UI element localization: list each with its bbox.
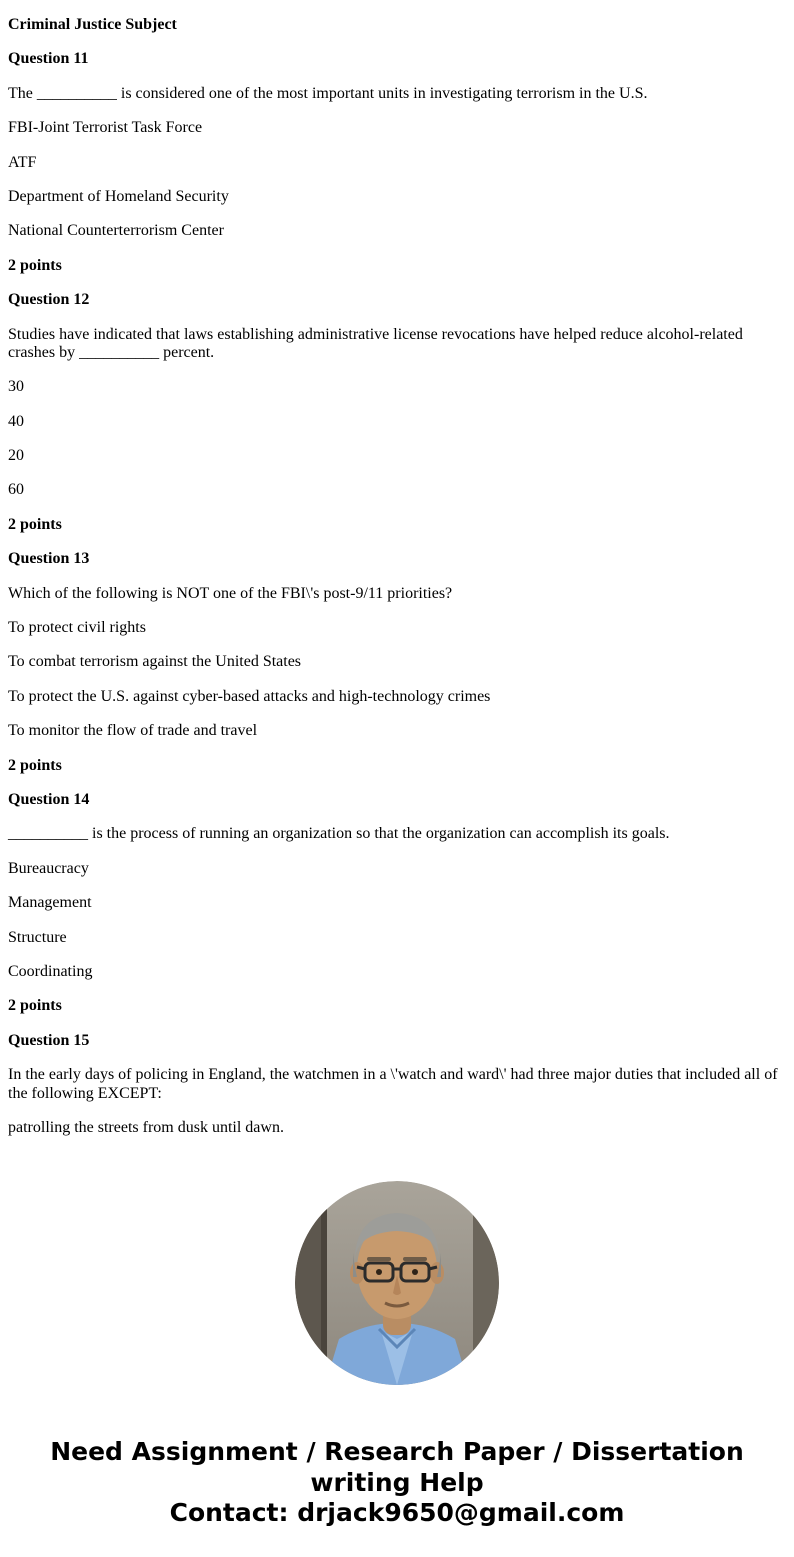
question-text: In the early days of policing in England, the watchmen in a \'watch and ward\' had three major duties that included all of the following EXCEPT: (8, 1066, 778, 1102)
promo-help-text: Need Assignment / Research Paper / Dissertation writing Help (50, 1437, 744, 1497)
answer-option: FBI-Joint Terrorist Task Force (8, 119, 203, 137)
answer-option: Coordinating (8, 962, 93, 980)
answer-option: Structure (8, 928, 67, 946)
question-block-13 (8, 550, 784, 775)
question-title: Question 12 (8, 291, 90, 309)
answer-option: 30 (8, 378, 24, 396)
document-body (0, 16, 794, 1137)
question-block-14 (8, 791, 784, 1016)
question-title: Question 15 (8, 1031, 90, 1049)
question-title: Question 14 (8, 790, 90, 808)
points-label: 2 points (8, 515, 62, 533)
promo-contact-text: Contact: drjack9650@gmail.com (169, 1498, 625, 1528)
question-block-15 (8, 1032, 784, 1138)
question-text: __________ is the process of running an organization so that the organization can accomplish its goals. (8, 825, 670, 843)
points-label: 2 points (8, 997, 62, 1015)
answer-option: Management (8, 894, 92, 912)
instructor-photo-graphic (295, 1181, 499, 1385)
answer-option: 20 (8, 447, 24, 465)
question-block-11 (8, 50, 784, 275)
answer-option: To combat terrorism against the United States (8, 653, 302, 671)
answer-option: Bureaucracy (8, 859, 89, 877)
points-label: 2 points (8, 756, 62, 774)
question-block-12 (8, 291, 784, 534)
answer-option: To monitor the flow of trade and travel (8, 722, 258, 740)
question-text: Studies have indicated that laws establishing administrative license revocations have helped reduce alcohol-related crashes by __________ percent. (8, 325, 743, 361)
answer-option: To protect civil rights (8, 619, 146, 637)
question-title: Question 13 (8, 550, 90, 568)
question-text: Which of the following is NOT one of the FBI\'s post-9/11 priorities? (8, 584, 453, 602)
question-text: The __________ is considered one of the most important units in investigating terrorism in the U.S. (8, 84, 648, 102)
answer-option: National Counterterrorism Center (8, 222, 224, 240)
answer-option: ATF (8, 153, 37, 171)
answer-option: 40 (8, 412, 24, 430)
points-label: 2 points (8, 256, 62, 274)
answer-option: 60 (8, 481, 24, 499)
instructor-photo (295, 1181, 499, 1385)
question-title: Question 11 (8, 50, 89, 68)
subject-title: Criminal Justice Subject (8, 16, 177, 33)
avatar-section (0, 1181, 794, 1385)
answer-option: patrolling the streets from dusk until dawn. (8, 1118, 284, 1136)
answer-option: To protect the U.S. against cyber-based attacks and high-technology crimes (8, 687, 491, 705)
answer-option: Department of Homeland Security (8, 187, 229, 205)
promo-footer (26, 1437, 768, 1557)
